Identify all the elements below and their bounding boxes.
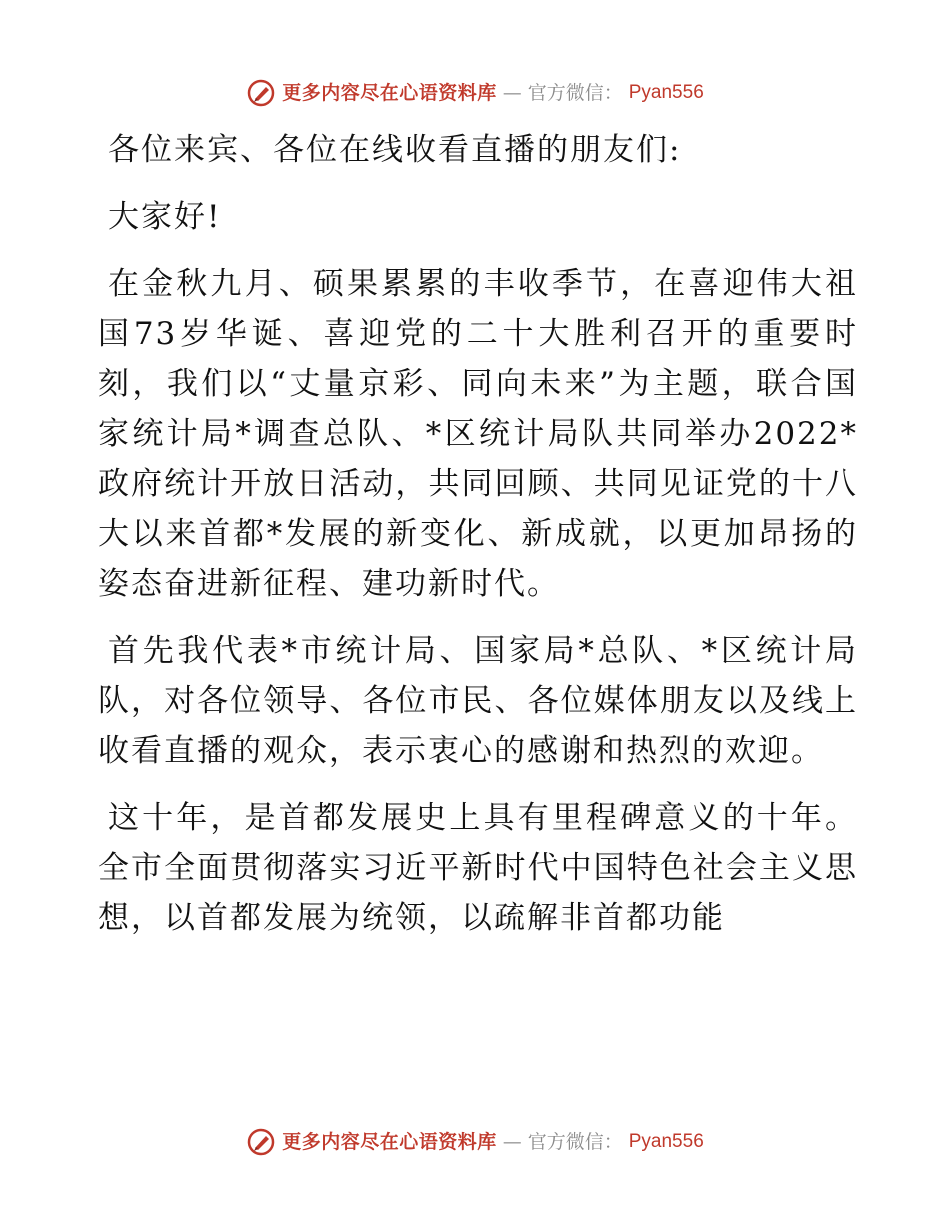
- header-watermark: [0, 78, 950, 108]
- watermark-wechat-id: Pyan556: [628, 1131, 704, 1152]
- salutation: 各位来宾、各位在线收看直播的朋友们:: [108, 132, 682, 168]
- footer-watermark: [0, 1127, 950, 1157]
- greeting: 大家好!: [108, 199, 222, 235]
- pen-seal-icon: [246, 78, 276, 108]
- paragraph-decade: 这十年，是首都发展史上具有里程碑意义的十年。全市全面贯彻落实习近平新时代中国特色社会主义思想，以首都发展为统领，以疏解非首都功能: [98, 800, 858, 936]
- document-body: [98, 125, 858, 943]
- paragraph-thanks: 首先我代表*市统计局、国家局*总队、*区统计局队，对各位领导、各位市民、各位媒体朋友以及线上收看直播的观众，表示衷心的感谢和热烈的欢迎。: [98, 633, 858, 769]
- watermark-separator: —: [502, 82, 522, 104]
- watermark-label: 官方微信：: [527, 1131, 623, 1153]
- watermark-separator: —: [502, 1131, 522, 1153]
- watermark-label: 官方微信：: [527, 82, 623, 104]
- watermark-brand: 更多内容尽在心语资料库: [282, 1131, 497, 1153]
- watermark-wechat-id: Pyan556: [628, 82, 704, 103]
- watermark-brand: 更多内容尽在心语资料库: [282, 82, 497, 104]
- pen-seal-icon: [246, 1127, 276, 1157]
- paragraph-intro: 在金秋九月、硕果累累的丰收季节，在喜迎伟大祖国73岁华诞、喜迎党的二十大胜利召开的重要时刻，我们以“丈量京彩、同向未来”为主题，联合国家统计局*调查总队、*区统计局队共同举办2022*政府统计开放日活动，共同回顾、共同见证党的十八大以来首都*发展的新变化、新成就，以更加昂扬的姿态奋进新征程、建功新时代。: [98, 266, 859, 602]
